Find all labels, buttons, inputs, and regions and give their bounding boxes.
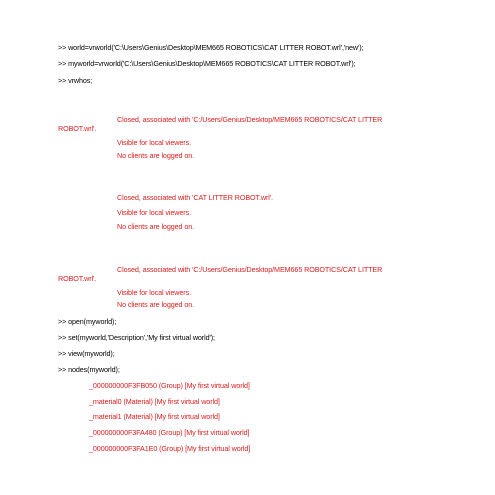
output-visibility-line: Visible for local viewers. <box>117 138 191 147</box>
output-visibility-line: Visible for local viewers. <box>117 208 191 217</box>
command-set-description: >> set(myworld,'Description','My first virtual world'); <box>58 333 215 342</box>
output-clients-line: No clients are logged on. <box>117 222 195 231</box>
node-list-item: _000000000F3FB050 (Group) [My first virtual world] <box>89 381 250 390</box>
output-visibility-line: Visible for local viewers. <box>117 288 191 297</box>
output-clients-line: No clients are logged on. <box>117 300 195 309</box>
node-list-item: _material0 (Material) [My first virtual world] <box>89 397 220 406</box>
command-vrwhos: >> vrwhos; <box>58 76 93 85</box>
node-list-item: _000000000F3FA1E0 (Group) [My first virtual world] <box>89 444 251 453</box>
output-clients-line: No clients are logged on. <box>117 151 195 160</box>
command-create-myworld: >> myworld=vrworld('C:\Users\Genius\Desktop\MEM665 ROBOTICS\CAT LITTER ROBOT.wrl'); <box>58 59 356 68</box>
output-status-line: Closed, associated with 'C:/Users/Genius/Desktop/MEM665 ROBOTICS/CAT LITTER <box>117 115 383 124</box>
command-create-world: >> world=vrworld('C:\Users\Genius\Desktop\MEM665 ROBOTICS\CAT LITTER ROBOT.wrl','new'); <box>58 43 364 52</box>
output-status-line: Closed, associated with 'C:/Users/Genius/Desktop/MEM665 ROBOTICS/CAT LITTER <box>117 265 383 274</box>
output-status-continuation: ROBOT.wrl'. <box>58 274 97 283</box>
command-view: >> view(myworld); <box>58 349 115 358</box>
node-list-item: _000000000F3FA480 (Group) [My first virtual world] <box>89 428 250 437</box>
command-nodes: >> nodes(myworld); <box>58 365 120 374</box>
output-status-line: Closed, associated with 'CAT LITTER ROBOT.wrl'. <box>117 193 273 202</box>
output-status-continuation: ROBOT.wrl'. <box>58 124 97 133</box>
command-open: >> open(myworld); <box>58 317 117 326</box>
node-list-item: _material1 (Material) [My first virtual world] <box>89 412 220 421</box>
